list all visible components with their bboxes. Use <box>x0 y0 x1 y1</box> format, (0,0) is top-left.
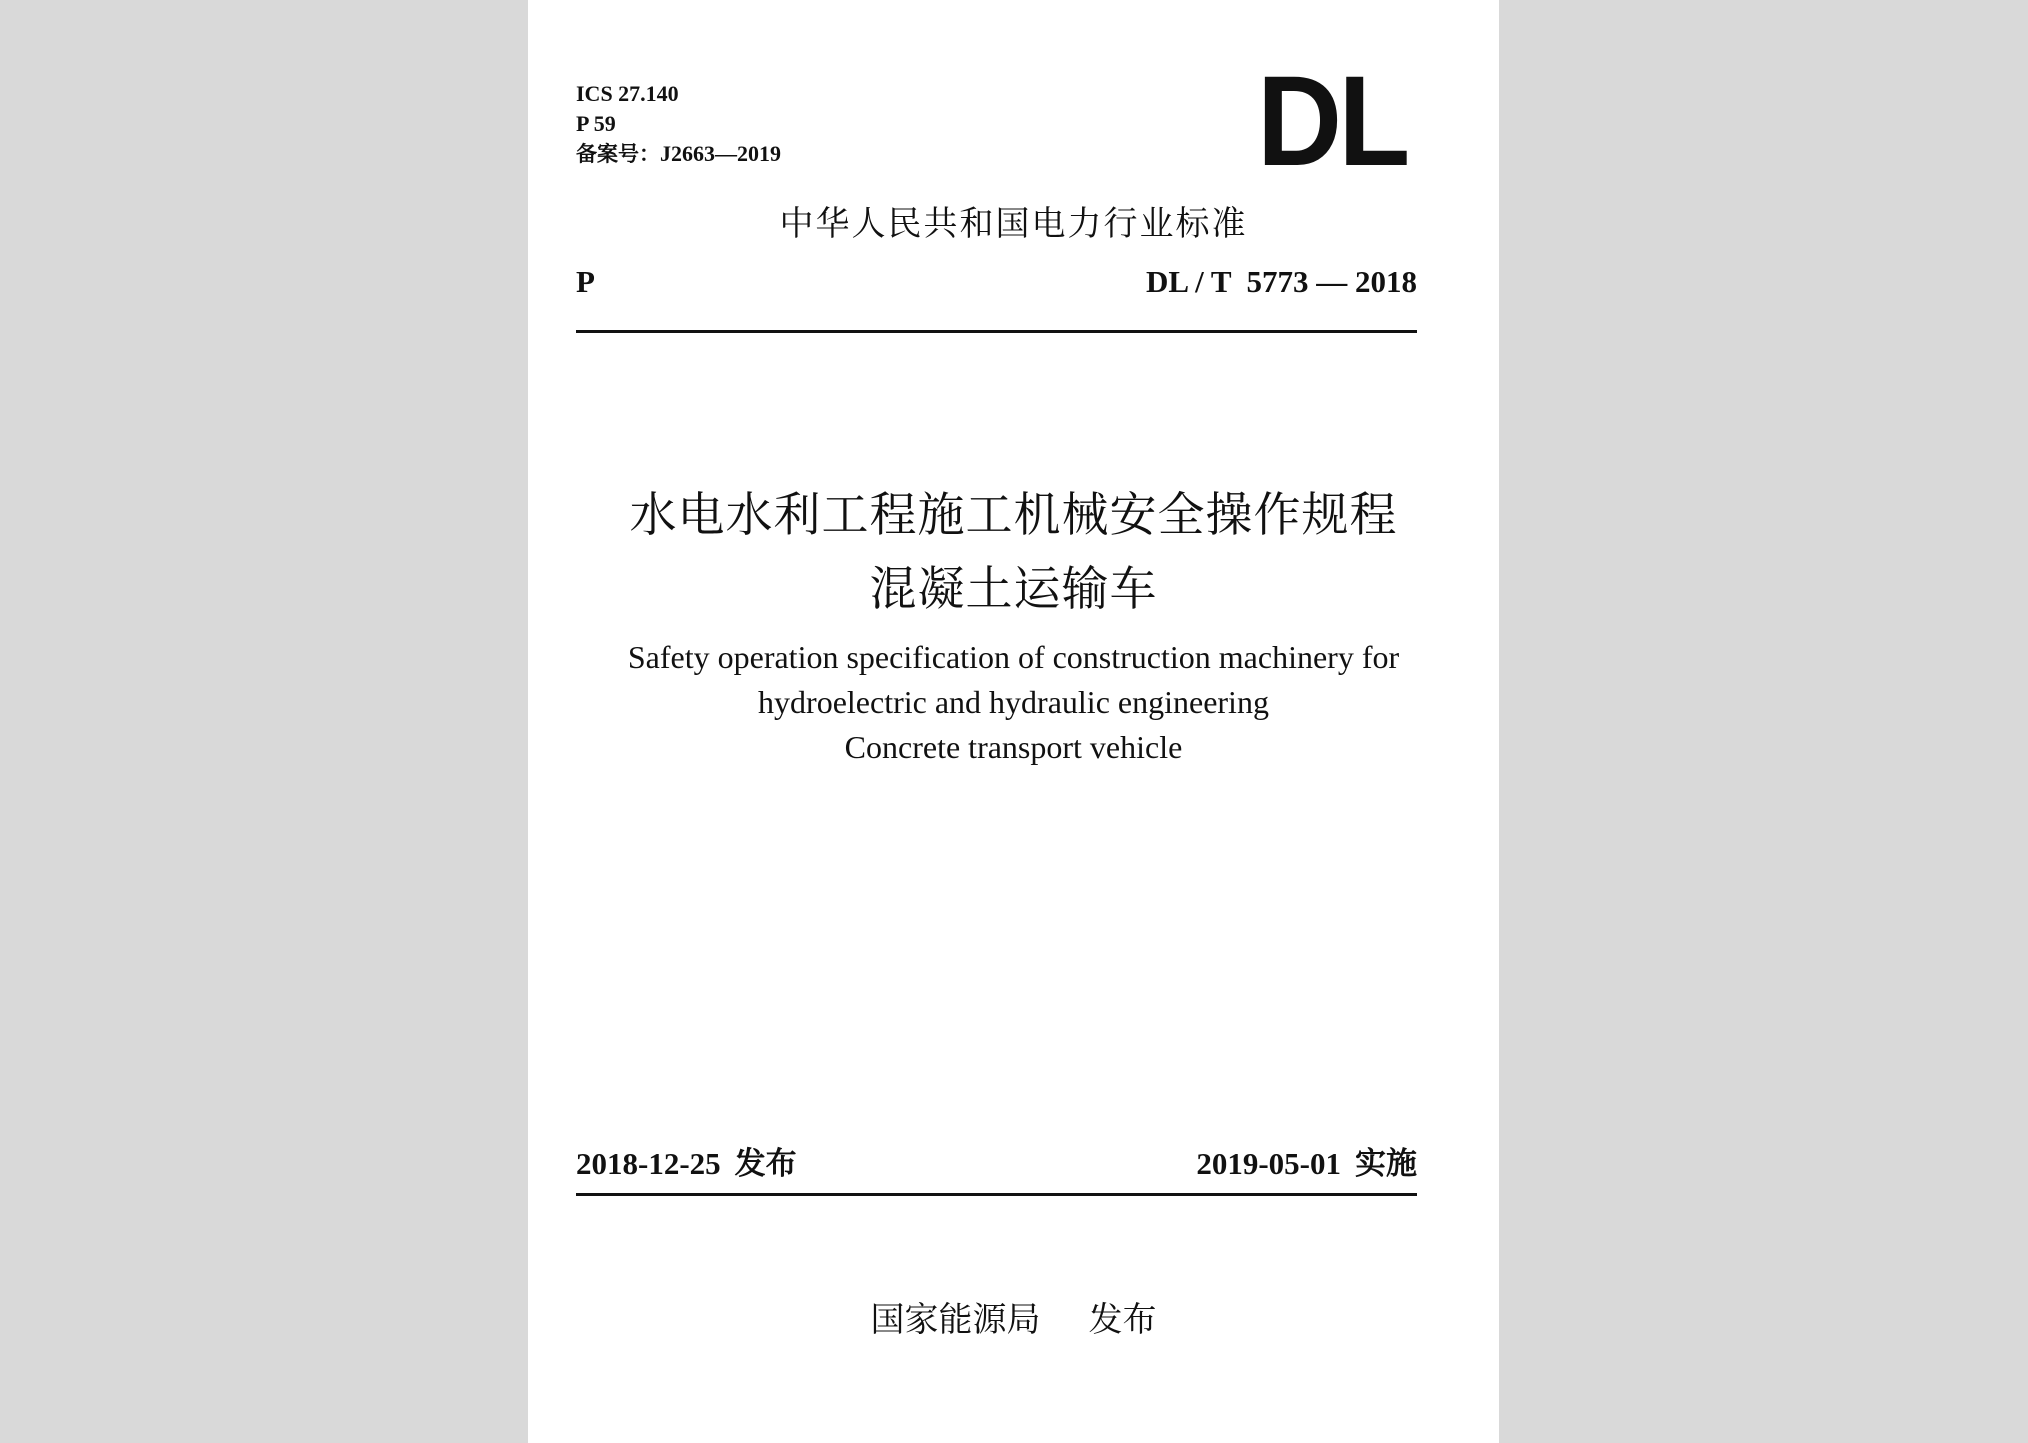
document-page <box>528 0 1499 1443</box>
title-cn-line1: 水电水利工程施工机械安全操作规程 <box>629 488 1398 543</box>
title-cn-line2: 混凝土运输车 <box>869 562 1158 617</box>
filing-label: 备案号： <box>576 142 660 166</box>
filing-record <box>576 140 781 168</box>
footer-rule <box>576 1193 1417 1196</box>
title-en-line2: hydroelectric and hydraulic engineering <box>758 684 1269 720</box>
title-en-line1: Safety operation specification of construction machinery for <box>627 639 1400 675</box>
industry-standard-heading: 中华人民共和国电力行业标准 <box>779 204 1248 244</box>
classification-code: P <box>576 264 595 299</box>
issue-date: 2018-12-25 <box>576 1146 721 1181</box>
effective-label: 实施 <box>1355 1146 1417 1182</box>
filing-number: J2663—2019 <box>660 141 781 166</box>
dl-logo: DL <box>1257 50 1407 193</box>
ccs-code: P 59 <box>576 111 616 136</box>
effective-date-block <box>1196 1138 1417 1183</box>
issuer-name: 国家能源局 <box>870 1300 1041 1340</box>
standard-number: DL / T 5773 — 2018 <box>1145 264 1417 299</box>
title-en-line3: Concrete transport vehicle <box>844 729 1183 765</box>
issue-date-block <box>576 1138 797 1183</box>
effective-date: 2019-05-01 <box>1196 1146 1341 1181</box>
publisher-line <box>528 1292 1499 1341</box>
ics-code: ICS 27.140 <box>576 81 679 106</box>
header-rule <box>576 330 1417 333</box>
publisher-issue-label: 发布 <box>1088 1300 1157 1340</box>
issue-label: 发布 <box>734 1146 797 1182</box>
